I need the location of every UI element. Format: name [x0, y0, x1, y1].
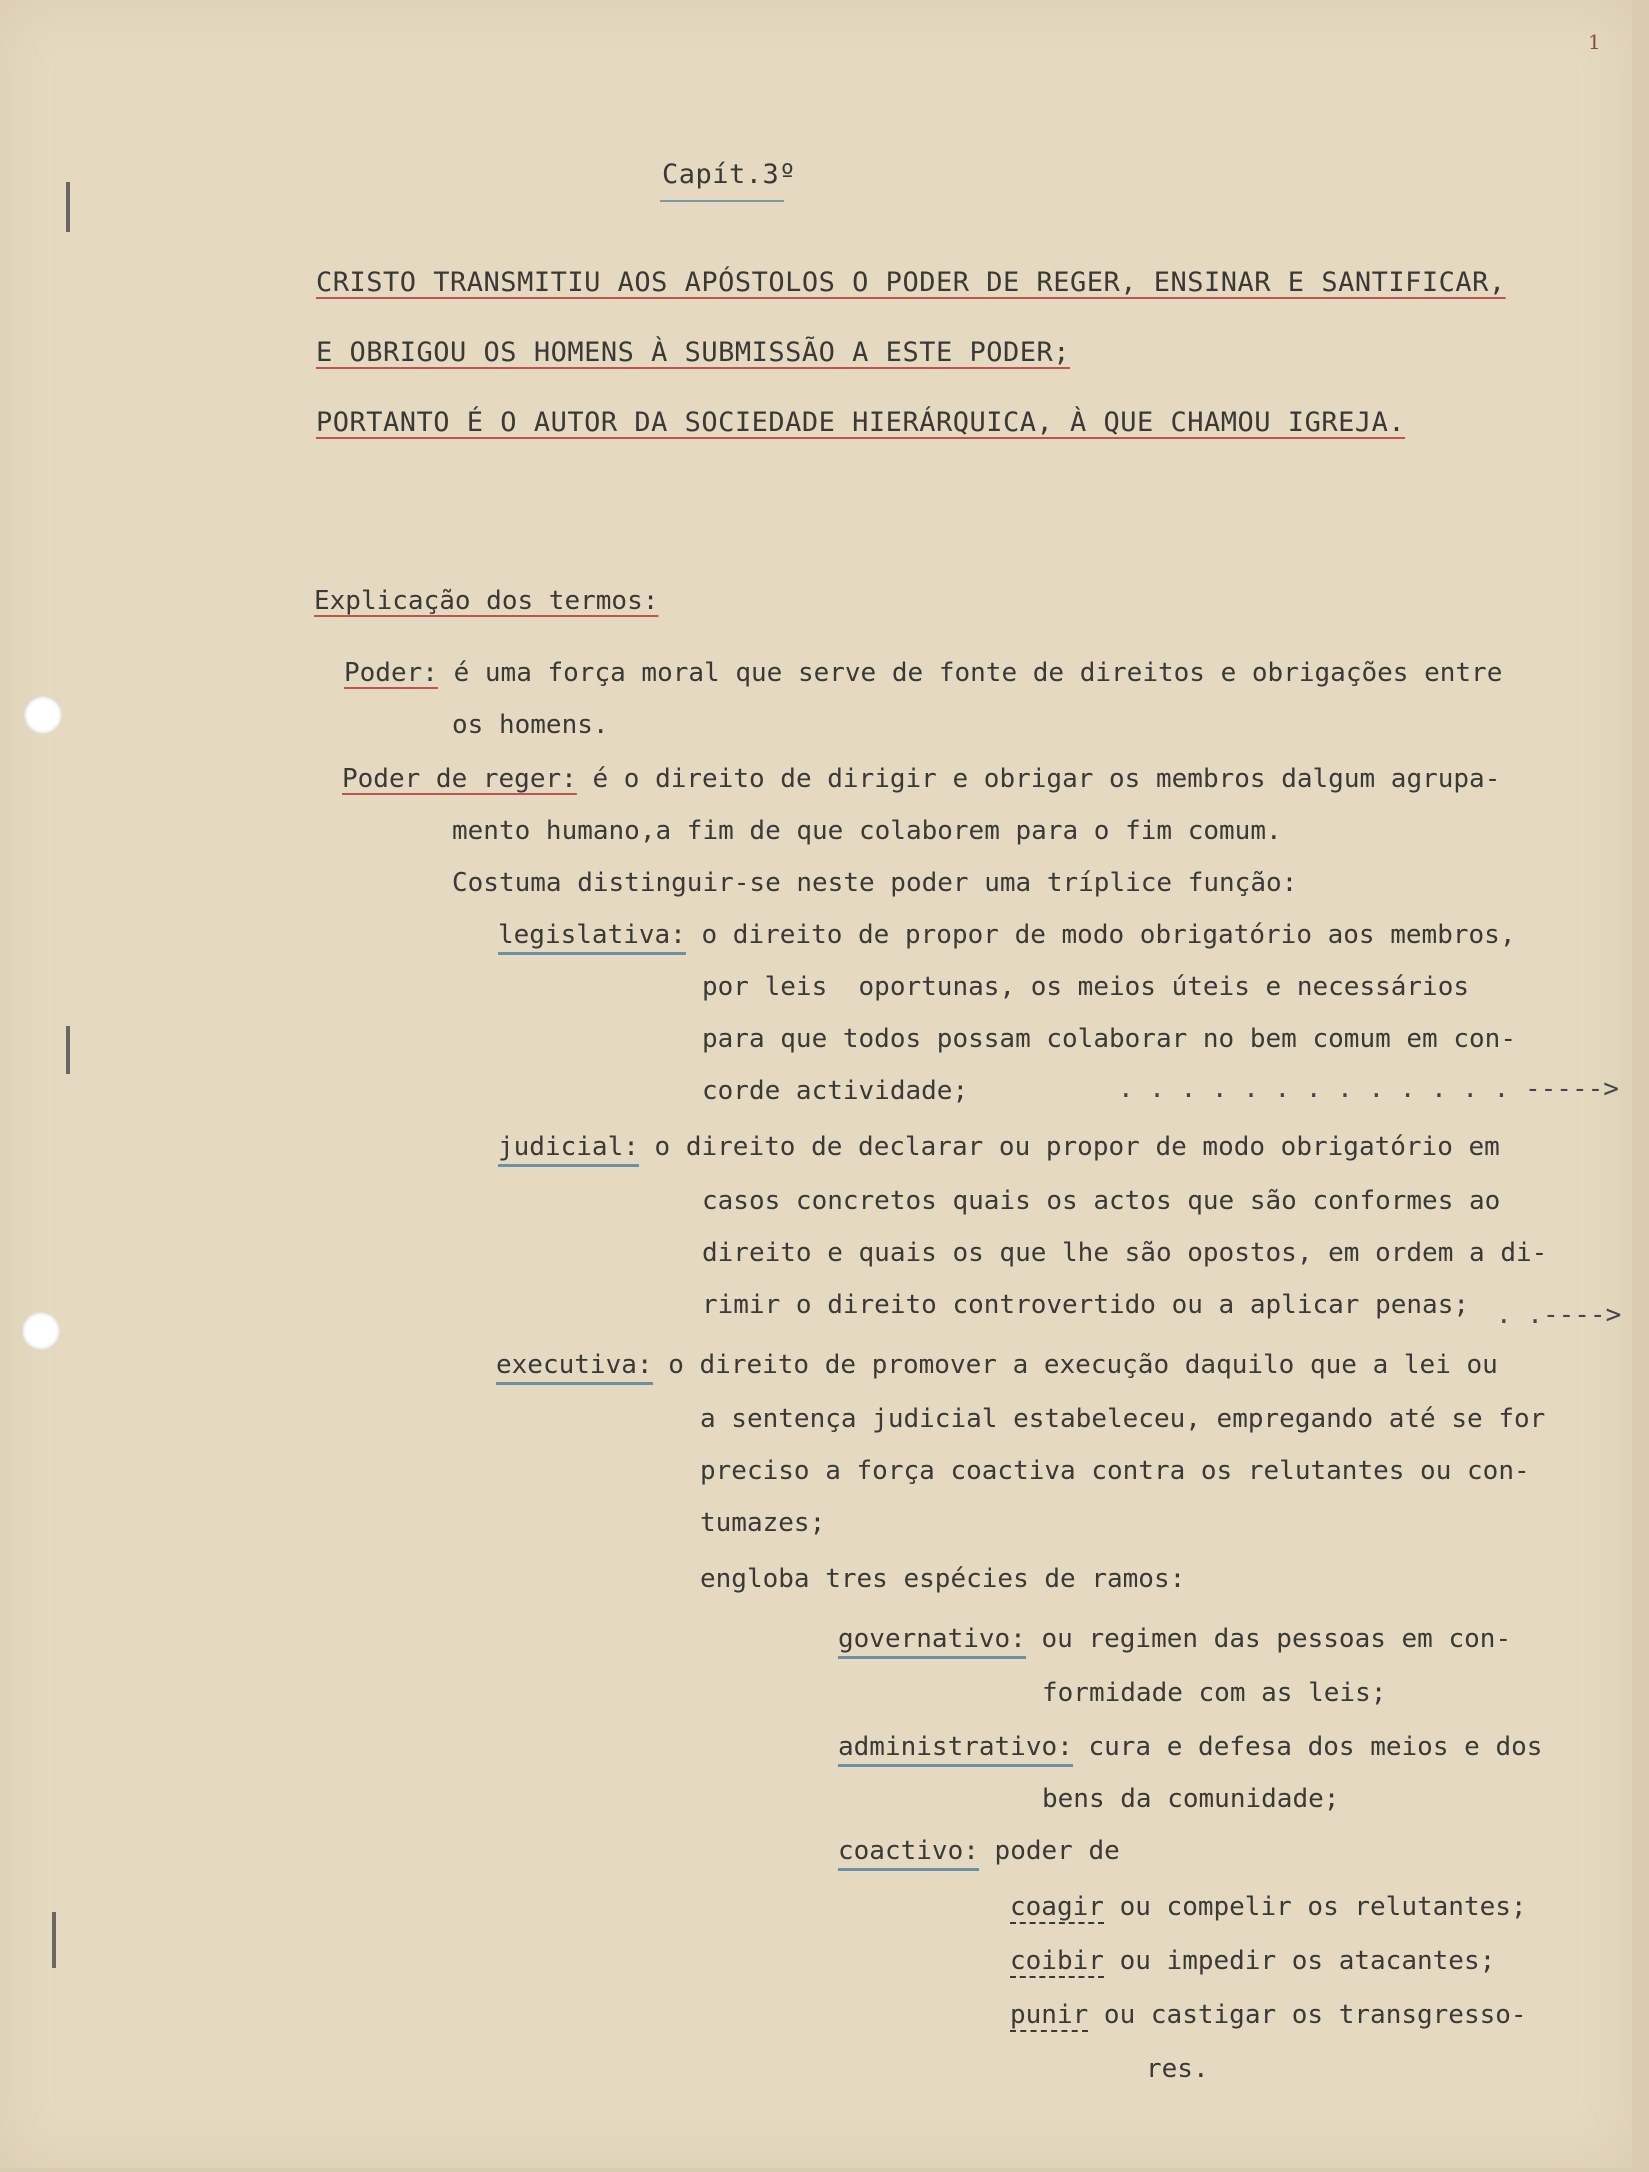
- definition-text: o direito de declarar ou propor de modo obrigatório em: [638, 1132, 1500, 1162]
- definition-text: direito e quais os que lhe são opostos, em ordem a di-: [702, 1238, 1548, 1268]
- definition-poder: [344, 656, 1502, 690]
- verb-coibir: coibir: [1010, 1946, 1104, 1976]
- definition-text: ou compelir os relutantes;: [1103, 1892, 1527, 1922]
- term-legislativa: legislativa:: [498, 920, 686, 955]
- definition-text: ou regimen das pessoas em con-: [1025, 1624, 1512, 1654]
- definition-text: poder de: [978, 1836, 1120, 1866]
- coactivo-item: [1010, 1998, 1527, 2032]
- definition-text: preciso a força coactiva contra os relutantes ou con-: [700, 1456, 1530, 1486]
- thesis-line-1: CRISTO TRANSMITIU AOS APÓSTOLOS O PODER DE REGER, ENSINAR E SANTIFICAR,: [316, 267, 1506, 298]
- term-poder: Poder:: [344, 658, 438, 688]
- staple-mark: [66, 1026, 70, 1074]
- definition-governativo: [838, 1622, 1511, 1656]
- punch-hole: [22, 1312, 60, 1350]
- definition-text: a sentença judicial estabeleceu, empregando até se for: [700, 1404, 1546, 1434]
- definition-text: tumazes;: [700, 1508, 826, 1538]
- definition-text: o direito de propor de modo obrigatório aos membros,: [685, 920, 1516, 950]
- definition-text: para que todos possam colaborar no bem comum em con-: [702, 1024, 1516, 1054]
- chapter-header: Capít.3º: [662, 159, 797, 190]
- term-executiva: executiva:: [496, 1350, 653, 1385]
- verb-coagir: coagir: [1010, 1892, 1104, 1922]
- definition-text: Costuma distinguir-se neste poder uma tríplice função:: [452, 868, 1298, 898]
- definition-text: mento humano,a fim de que colaborem para o fim comum.: [452, 816, 1282, 846]
- definition-administrativo: [838, 1730, 1542, 1764]
- leader-arrow: . . . . . . . . . . . . . ----->: [1118, 1074, 1619, 1104]
- page-number: 1: [1588, 30, 1601, 54]
- definition-text: res.: [1146, 2054, 1209, 2084]
- punch-hole: [24, 696, 62, 734]
- header-underline: [660, 200, 784, 202]
- definition-text: é o direito de dirigir e obrigar os membros dalgum agrupa-: [576, 764, 1501, 794]
- term-coactivo: coactivo:: [838, 1836, 979, 1871]
- term-administrativo: administrativo:: [838, 1732, 1073, 1767]
- definition-executiva: [496, 1348, 1498, 1382]
- verb-punir: punir: [1010, 2000, 1089, 2030]
- definition-text: cura e defesa dos meios e dos: [1072, 1732, 1543, 1762]
- leader-arrow: . .---->: [1496, 1300, 1622, 1330]
- definition-judicial: [498, 1130, 1500, 1164]
- definition-text: formidade com as leis;: [1042, 1678, 1387, 1708]
- definition-poder-reger: [342, 762, 1500, 796]
- thesis-line-2: E OBRIGOU OS HOMENS À SUBMISSÃO A ESTE PODER;: [316, 337, 1070, 368]
- definition-coactivo: [838, 1834, 1120, 1868]
- term-judicial: judicial:: [498, 1132, 639, 1167]
- term-governativo: governativo:: [838, 1624, 1026, 1659]
- coactivo-item: [1010, 1890, 1527, 1924]
- definition-text: casos concretos quais os actos que são conformes ao: [702, 1186, 1501, 1216]
- definition-text: ou impedir os atacantes;: [1103, 1946, 1496, 1976]
- section-heading: Explicação dos termos:: [314, 586, 659, 616]
- definition-legislativa: [498, 918, 1515, 952]
- definition-text: corde actividade;: [702, 1076, 969, 1106]
- definition-text: o direito de promover a execução daquilo que a lei ou: [652, 1350, 1498, 1380]
- thesis-line-3: PORTANTO É O AUTOR DA SOCIEDADE HIERÁRQUICA, À QUE CHAMOU IGREJA.: [316, 407, 1406, 438]
- definition-text: bens da comunidade;: [1042, 1784, 1340, 1814]
- definition-text: engloba tres espécies de ramos:: [700, 1564, 1186, 1594]
- term-poder-de-reger: Poder de reger:: [342, 764, 577, 794]
- definition-text: é uma força moral que serve de fonte de direitos e obrigações entre: [437, 658, 1503, 688]
- staple-mark: [52, 1912, 56, 1968]
- staple-mark: [66, 182, 70, 232]
- coactivo-item: [1010, 1944, 1495, 1978]
- definition-text: por leis oportunas, os meios úteis e necessários: [702, 972, 1470, 1002]
- definition-text: os homens.: [452, 710, 609, 740]
- definition-text: rimir o direito controvertido ou a aplicar penas;: [702, 1290, 1470, 1320]
- definition-text: ou castigar os transgresso-: [1088, 2000, 1527, 2030]
